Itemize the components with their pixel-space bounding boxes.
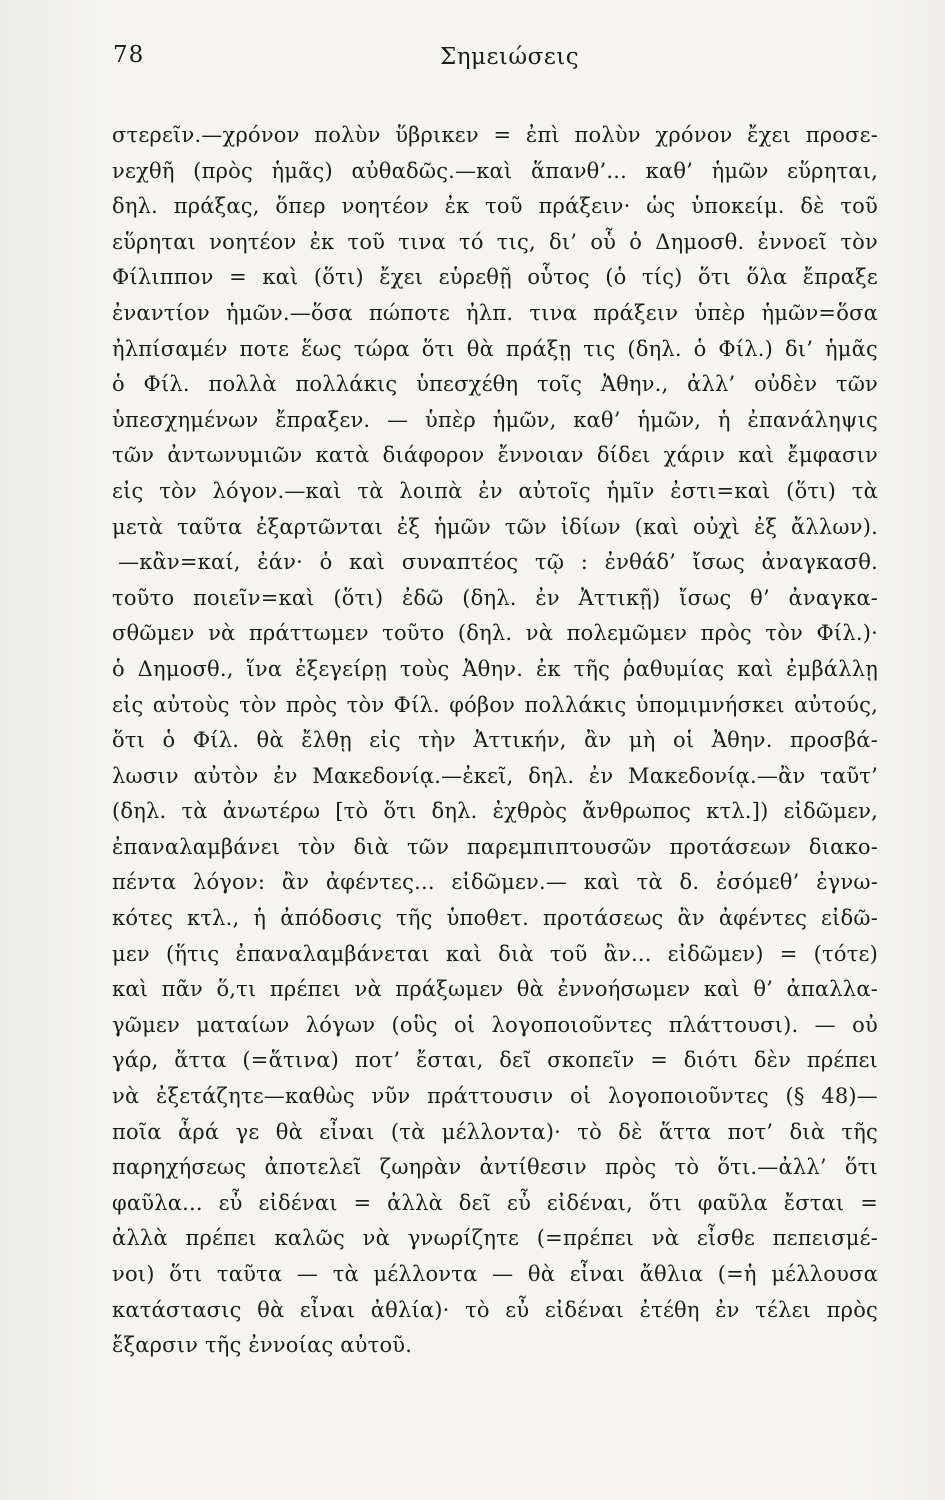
- text-line: κότες κτλ., ἡ ἀπόδοσις τῆς ὑποθετ. προτάσεως ἂν ἀφέντες εἰδῶ-: [112, 906, 878, 931]
- text-line: φαῦλα... εὖ εἰδέναι = ἀλλὰ δεῖ εὖ εἰδέναι, ὅτι φαῦλα ἔσται =: [112, 1190, 878, 1215]
- text-line: γῶμεν ματαίων λόγων (οὓς οἱ λογοποιοῦντες πλάττουσι). — οὐ: [112, 1012, 878, 1037]
- text-line: μεν (ἥτις ἐπαναλαμβάνεται καὶ διὰ τοῦ ἂν... εἰδῶμεν) = (τότε): [112, 941, 878, 966]
- text-line: ἐπαναλαμβάνει τὸν διὰ τῶν παρεμπιπτουσῶν προτάσεων διακο-: [112, 834, 878, 859]
- commentary-text: [112, 118, 878, 1364]
- text-line: ὑπεσχημένων ἔπραξεν. — ὑπὲρ ἡμῶν, καθ’ ἡμῶν, ἡ ἐπανάληψις: [112, 407, 878, 432]
- text-line: εἰς τὸν λόγον.—καὶ τὰ λοιπὰ ἐν αὐτοῖς ἡμῖν ἐστι=καὶ (ὅτι) τὰ: [112, 478, 878, 503]
- text-line: εἰς αὐτοὺς τὸν πρὸς τὸν Φίλ. φόβον πολλάκις ὑπομιμνήσκει αὐτούς,: [112, 692, 878, 717]
- text-line: νὰ ἐξετάζητε—καθὼς νῦν πράττουσιν οἱ λογοποιοῦντες (§ 48)—: [112, 1084, 878, 1109]
- text-line: δηλ. πράξας, ὅπερ νοητέον ἐκ τοῦ πράξειν· ὡς ὑποκείμ. δὲ τοῦ: [112, 194, 878, 219]
- running-title: Σημειώσεις: [440, 44, 580, 70]
- text-line: λωσιν αὐτὸν ἐν Μακεδονίᾳ.—ἐκεῖ, δηλ. ἐν Μακεδονίᾳ.—ἂν ταῦτ’: [112, 763, 878, 788]
- text-line: ἐναντίον ἡμῶν.—ὅσα πώποτε ἠλπ. τινα πράξειν ὑπὲρ ἡμῶν=ὅσα: [112, 300, 878, 325]
- text-line: πέντα λόγον: ἂν ἀφέντες... εἰδῶμεν.— καὶ τὰ δ. ἐσόμεθ’ ἐγνω-: [112, 870, 878, 895]
- text-line: ὁ Δημοσθ., ἵνα ἐξεγείρῃ τοὺς Ἀθην. ἐκ τῆς ῥαθυμίας καὶ ἐμβάλλῃ: [112, 656, 878, 681]
- text-line: σθῶμεν νὰ πράττωμεν τοῦτο (δηλ. νὰ πολεμῶμεν πρὸς τὸν Φίλ.)·: [112, 621, 878, 646]
- text-line: ὅτι ὁ Φίλ. θὰ ἔλθῃ εἰς τὴν Ἀττικήν, ἂν μὴ οἱ Ἀθην. προσβά-: [112, 728, 878, 753]
- text-line: τῶν ἀντωνυμιῶν κατὰ διάφορον ἔννοιαν δίδει χάριν καὶ ἔμφασιν: [112, 443, 878, 468]
- text-line: γάρ, ἅττα (=ἅτινα) ποτ’ ἔσται, δεῖ σκοπεῖν = διότι δὲν πρέπει: [112, 1048, 878, 1073]
- text-line: εὕρηται νοητέον ἐκ τοῦ τινα τό τις, δι’ οὗ ὁ Δημοσθ. ἐννοεῖ τὸν: [112, 229, 878, 254]
- text-line: Φίλιππον = καὶ (ὅτι) ἔχει εὑρεθῇ οὗτος (ὁ τίς) ὅτι ὅλα ἔπραξε: [112, 265, 878, 290]
- running-head: [0, 42, 945, 82]
- page-number: 78: [113, 42, 145, 68]
- text-line: (δηλ. τὰ ἀνωτέρω [τὸ ὅτι δηλ. ἐχθρὸς ἄνθρωπος κτλ.]) εἰδῶμεν,: [112, 799, 878, 824]
- text-line: ὁ Φίλ. πολλὰ πολλάκις ὑπεσχέθη τοῖς Ἀθην., ἀλλ’ οὐδὲν τῶν: [112, 372, 878, 397]
- text-line: νεχθῆ (πρὸς ἡμᾶς) αὐθαδῶς.—καὶ ἅπανθ’... καθ’ ἡμῶν εὕρηται,: [112, 158, 878, 183]
- text-line: τοῦτο ποιεῖν=καὶ (ὅτι) ἐδῶ (δηλ. ἐν Ἀττικῇ) ἴσως θ’ ἀναγκα-: [112, 585, 878, 610]
- text-line: ἀλλὰ πρέπει καλῶς νὰ γνωρίζητε (=πρέπει νὰ εἶσθε πεπεισμέ-: [112, 1226, 878, 1251]
- text-line: ἠλπίσαμέν ποτε ἕως τώρα ὅτι θὰ πράξῃ τις (δηλ. ὁ Φίλ.) δι’ ἡμᾶς: [112, 336, 878, 361]
- text-line: νοι) ὅτι ταῦτα — τὰ μέλλοντα — θὰ εἶναι ἄθλια (=ἡ μέλλουσα: [112, 1262, 878, 1286]
- text-line: κατάστασις θὰ εἶναι ἀθλία)· τὸ εὖ εἰδέναι ἐτέθη ἐν τέλει πρὸς: [112, 1297, 878, 1322]
- text-line: καὶ πᾶν ὅ,τι πρέπει νὰ πράξωμεν θὰ ἐννοήσωμεν καὶ θ’ ἀπαλλα-: [112, 977, 878, 1002]
- text-line: —κἂν=καί, ἐάν· ὁ καὶ συναπτέος τῷ : ἐνθάδ’ ἴσως ἀναγκασθ.: [118, 550, 878, 575]
- text-line: μετὰ ταῦτα ἐξαρτῶνται ἐξ ἡμῶν τῶν ἰδίων (καὶ οὐχὶ ἐξ ἄλλων).: [112, 514, 878, 539]
- text-line: ἔξαρσιν τῆς ἐννοίας αὐτοῦ.: [112, 1333, 413, 1358]
- text-line: ποῖα ἆρά γε θὰ εἶναι (τὰ μέλλοντα)· τὸ δὲ ἅττα ποτ’ διὰ τῆς: [112, 1119, 878, 1144]
- text-line: παρηχήσεως ἀποτελεῖ ζωηρὰν ἀντίθεσιν πρὸς τὸ ὅτι.—ἀλλ’ ὅτι: [112, 1155, 878, 1180]
- text-line: στερεῖν.—χρόνον πολὺν ὕβρικεν = ἐπὶ πολὺν χρόνον ἔχει προσε-: [112, 123, 878, 147]
